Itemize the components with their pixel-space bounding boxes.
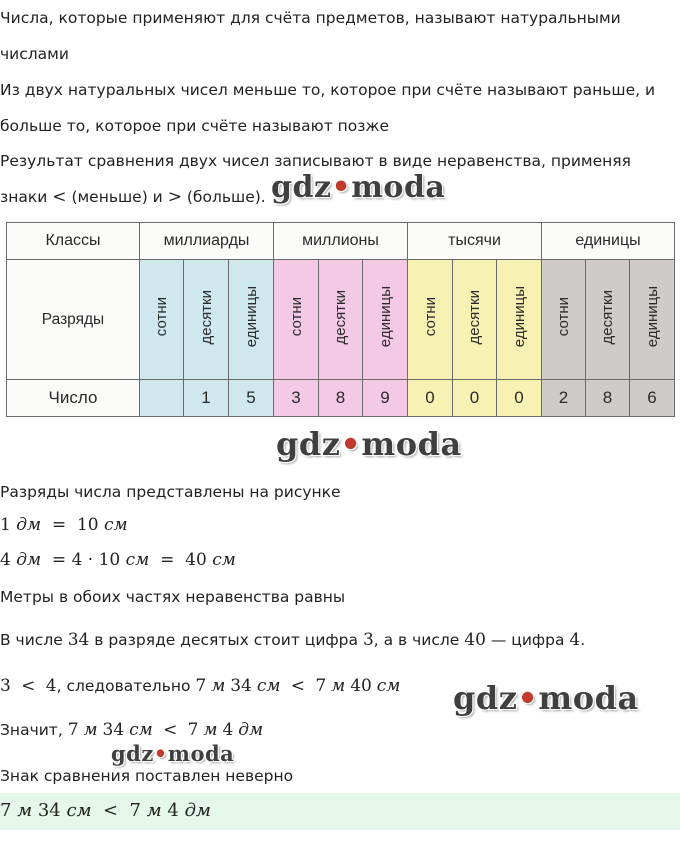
rank-cell: десятки bbox=[453, 260, 497, 380]
solution-line-3: В числе 34 в разряде десятых стоит цифра 3, а в числе 40 — цифра 4. bbox=[0, 630, 586, 650]
class-millions: миллионы bbox=[274, 223, 408, 260]
rank-cell: единицы bbox=[497, 260, 542, 380]
digit-cell: 6 bbox=[630, 380, 675, 417]
math-line-2: 4 дм = 4 · 10 см = 40 см bbox=[0, 550, 236, 570]
rank-cell: сотни bbox=[408, 260, 453, 380]
math-line-1: 1 дм = 10 см bbox=[0, 515, 128, 535]
digit-cell bbox=[140, 380, 184, 417]
digit-cell: 2 bbox=[542, 380, 586, 417]
class-units: единицы bbox=[542, 223, 675, 260]
digit-cell: 5 bbox=[229, 380, 274, 417]
watermark-logo: gdz•moda bbox=[276, 425, 462, 463]
rank-cell: десятки bbox=[586, 260, 630, 380]
solution-line-1: Разряды числа представлены на рисунке bbox=[0, 483, 341, 501]
class-thousands: тысячи bbox=[408, 223, 542, 260]
digit-cell: 0 bbox=[408, 380, 453, 417]
digit-cell: 1 bbox=[184, 380, 229, 417]
digit-cell: 8 bbox=[586, 380, 630, 417]
rank-cell: десятки bbox=[319, 260, 363, 380]
classes-header: Классы bbox=[7, 223, 140, 260]
greater-text: (больше). bbox=[186, 188, 266, 206]
answer-line: 7 м 34 см < 7 м 4 дм bbox=[0, 800, 211, 821]
ranks-header: Разряды bbox=[7, 260, 140, 380]
digit-cell: 0 bbox=[453, 380, 497, 417]
digit-cell: 0 bbox=[497, 380, 542, 417]
rank-cell: сотни bbox=[542, 260, 586, 380]
watermark-logo: gdz•moda bbox=[271, 170, 446, 205]
digit-cell: 3 bbox=[274, 380, 319, 417]
solution-line-4: Знак сравнения поставлен неверно bbox=[0, 767, 294, 785]
greater-sign: > bbox=[167, 187, 182, 207]
signs-text: знаки bbox=[0, 188, 48, 206]
class-billions: миллиарды bbox=[140, 223, 274, 260]
solution-line-2: Метры в обоих частях неравенства равны bbox=[0, 588, 346, 606]
watermark-logo: gdz•moda bbox=[111, 741, 235, 766]
rank-cell: десятки bbox=[184, 260, 229, 380]
digit-cell: 8 bbox=[319, 380, 363, 417]
ranks-table bbox=[6, 222, 675, 417]
theory-line-5: Результат сравнения двух чисел записывают в виде неравенства, применяя bbox=[0, 152, 631, 170]
rank-cell: сотни bbox=[140, 260, 184, 380]
theory-line-2: числами bbox=[0, 45, 69, 63]
number-header: Число bbox=[7, 380, 140, 417]
theory-line-3: Из двух натуральных чисел меньше то, которое при счёте называют раньше, и bbox=[0, 81, 656, 99]
less-text: (меньше) и bbox=[71, 188, 163, 206]
rank-cell: единицы bbox=[630, 260, 675, 380]
math-line-4: Значит, 7 м 34 см < 7 м 4 дм bbox=[0, 720, 264, 740]
theory-line-6 bbox=[0, 186, 266, 208]
rank-cell: единицы bbox=[229, 260, 274, 380]
rank-cell: единицы bbox=[363, 260, 408, 380]
digit-cell: 9 bbox=[363, 380, 408, 417]
math-line-3: 3 < 4, следовательно 7 м 34 см < 7 м 40 см bbox=[0, 676, 401, 696]
theory-line-1: Числа, которые применяют для счёта предметов, называют натуральными bbox=[0, 9, 621, 27]
rank-cell: сотни bbox=[274, 260, 319, 380]
theory-line-4: больше то, которое при счёте называют позже bbox=[0, 117, 390, 135]
watermark-logo: gdz•moda bbox=[453, 679, 639, 717]
less-sign: < bbox=[52, 187, 67, 207]
ranks-table-image bbox=[3, 219, 675, 421]
